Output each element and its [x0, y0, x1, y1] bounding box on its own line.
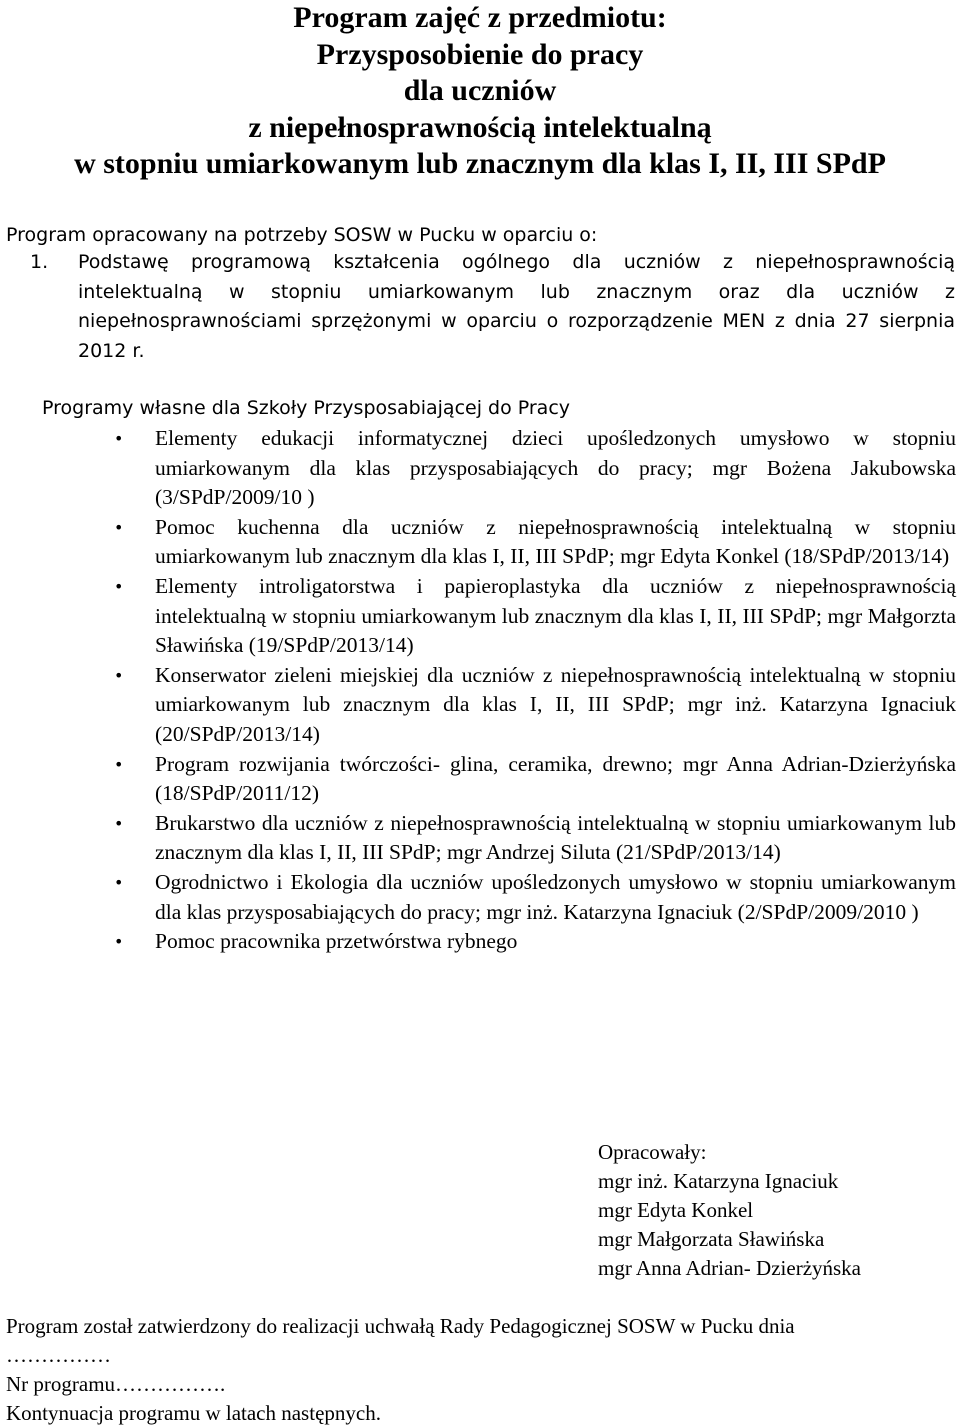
approval-date-dots: …………… [6, 1343, 111, 1367]
basis-number: 1. [30, 251, 49, 273]
document-title [0, 0, 960, 183]
bullet-icon: • [114, 872, 124, 892]
bullet-icon: • [114, 665, 124, 685]
program-item [114, 661, 956, 750]
program-item [114, 927, 956, 957]
program-text: Ogrodnictwo i Ekologia dla uczniów upośledzonych umysłowo w stopniu umiarkowanym dla klas przysposabiających do pracy; mgr inż. Katarzyna Ignaciuk (2/SPdP/2009/2010 ) [155, 869, 956, 924]
approval-text: Program został zatwierdzony do realizacji uchwałą Rady Pedagogicznej SOSW w Pucku dnia [6, 1314, 795, 1338]
program-item [114, 424, 956, 513]
bullet-icon: • [114, 576, 124, 596]
approval-footer [6, 1312, 956, 1428]
author-name: mgr Anna Adrian- Dzierżyńska [598, 1256, 862, 1280]
title-line-3: dla uczniów [403, 74, 557, 107]
intro-text: Program opracowany na potrzeby SOSW w Pucku w oparciu o: [6, 224, 598, 246]
bullet-icon: • [114, 517, 124, 537]
author-name: mgr inż. Katarzyna Ignaciuk [598, 1169, 839, 1193]
program-item [114, 513, 956, 572]
program-text: Pomoc kuchenna dla uczniów z niepełnosprawnością intelektualną w stopniu umiarkowanym lub znacznym dla klas I, II, III SPdP; mgr Edyta Konkel (18/SPdP/2013/14) [155, 514, 956, 569]
author-name: mgr Małgorzata Sławińska [598, 1227, 825, 1251]
program-text: Elementy edukacji informatycznej dzieci upośledzonych umysłowo w stopniu umiarkowanym dla klas przysposabiających do pracy; mgr Bożena Jakubowska (3/SPdP/2009/10 ) [155, 426, 956, 510]
program-number: Nr programu……………. [6, 1372, 226, 1396]
program-text: Brukarstwo dla uczniów z niepełnosprawnością intelektualną w stopniu umiarkowanym lub znacznym dla klas I, II, III SPdP; mgr Andrzej Siluta (21/SPdP/2013/14) [155, 810, 956, 865]
programs-list [114, 424, 956, 957]
program-text: Pomoc pracownika przetwórstwa rybnego [155, 929, 518, 954]
program-item [114, 572, 956, 661]
authors-heading: Opracowały: [598, 1140, 707, 1164]
authors-block [598, 1138, 861, 1283]
author-name: mgr Edyta Konkel [598, 1198, 754, 1222]
title-line-4: z niepełnosprawnością intelektualną [248, 110, 712, 144]
program-basis [30, 248, 955, 366]
bullet-icon: • [114, 754, 124, 774]
program-text: Elementy introligatorstwa i papieroplastyka dla uczniów z niepełnosprawnością intelektualną w stopniu umiarkowanym lub znacznym dla klas I, II, III SPdP; mgr Małgorzta Sławińska (19/SPdP/2013/14) [155, 573, 956, 658]
program-item [114, 750, 956, 809]
program-item [114, 809, 956, 868]
basis-text: Podstawę programową kształcenia ogólnego dla uczniów z niepełnosprawnością intelektualną w stopniu umiarkowanym lub znacznym oraz dla uczniów z niepełnosprawnościami sprzężonymi w oparciu o rozporządzenie MEN z dnia 27 sierpnia 2012 r. [78, 251, 955, 362]
own-programs-heading: Programy własne dla Szkoły Przysposabiającej do Pracy [42, 397, 571, 419]
title-line-5: w stopniu umiarkowanym lub znacznym dla klas I, II, III SPdP [74, 147, 886, 180]
bullet-icon: • [114, 932, 124, 952]
program-item [114, 868, 956, 927]
program-text: Program rozwijania twórczości- glina, ceramika, drewno; mgr Anna Adrian-Dzierżyńska (18/SPdP/2011/12) [155, 751, 956, 806]
title-line-1: Program zajęć z przedmiotu: [293, 1, 667, 34]
bullet-icon: • [114, 813, 124, 833]
program-text: Konserwator zieleni miejskiej dla uczniów z niepełnosprawnością intelektualną w stopniu umiarkowanym lub znacznym dla klas I, II, III SPdP; mgr inż. Katarzyna Ignaciuk (20/SPdP/2013/14) [155, 662, 956, 746]
title-line-2: Przysposobienie do pracy [316, 37, 644, 71]
bullet-icon: • [114, 429, 124, 448]
continuation-text: Kontynuacja programu w latach następnych. [6, 1401, 381, 1425]
